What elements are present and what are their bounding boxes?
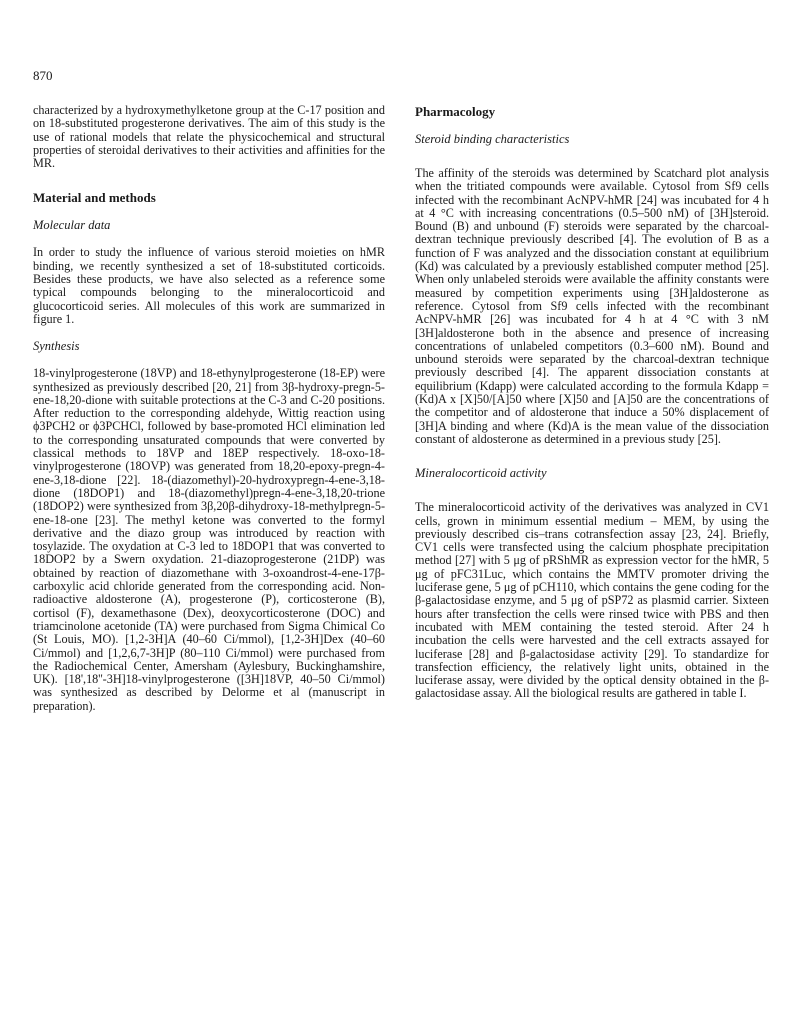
right-column	[415, 104, 769, 701]
mineralocorticoid-paragraph: The mineralocorticoid activity of the derivatives was analyzed in CV1 cells, grown in minimum essential medium – MEM, by using the previously described cis–trans cotransfection assay [23, 24]. Briefly, CV1 cells were transfected using the calcium phosphate precipitation method [27] with 5 μg of pRShMR as expression vector for the hMR, 5 μg of pFC31Luc, which contains the MMTV promoter driving the luciferase gene, 5 μg of pCH110, which contains the gene coding for the β-galactosidase enzyme, and 5 μg of pSP72 as plasmid carrier. Sixteen hours after transfection the cells were rinsed twice with PBS and then incubated with MEM containing the tested steroid. After 24 h incubation the cells were harvested and the cell extracts assayed for luciferase [28] and β-galactosidase activity [29]. To standardize for transfection efficiency, the relatively light units, obtained in the luciferase assay, were divided by the optical density obtained in the β-galactosidase assay. All the biological results are gathered in table I.	[415, 500, 769, 701]
subsection-heading-steroid-binding: Steroid binding characteristics	[415, 132, 570, 146]
section-heading-material-methods: Material and methods	[33, 190, 156, 206]
left-column	[33, 104, 385, 713]
binding-paragraph: The affinity of the steroids was determined by Scatchard plot analysis when the tritiated compounds were available. Cytosol from Sf9 cells infected with the recombinant AcNPV-hMR [24] was incubated for 4 h at 4 °C with increasing concentrations (0.5–500 nM) of [3H]steroid. Bound (B) and unbound (F) steroids were separated by the charcoal-dextran technique previously described [4]. The evolution of B as a function of F was analyzed and the dissociation constant at equilibrium (Kd) was calculated by a previously established computer method [25]. When only unlabeled steroids were available the affinity constants were measured by competition experiments using [3H]aldosterone as reference. Cytosol from Sf9 cells infected with the recombinant AcNPV-hMR [26] was incubated for 4 h at 4 °C with 3 nM [3H]aldosterone both in the absence and presence of increasing concentrations of unlabeled competitors (0.3–600 nM). Bound and unbound steroids were separated by the charcoal-dextran technique previously described [4]. The apparent dissociation constants at equilibrium (Kdapp) were calculated according to the formula Kdapp = (Kd)A x [X]50/[A]50 where [X]50 and [A]50 are the concentrations of the competitor and of aldosterone that induce a 50% displacement of [3H]A binding and where (Kd)A is the mean value of the dissociation constant of aldosterone as determined in a previous study [25].	[415, 166, 769, 446]
subsection-heading-synthesis: Synthesis	[33, 339, 80, 354]
intro-paragraph: characterized by a hydroxymethylketone group at the C-17 position and on 18-substituted progesterone derivatives. The aim of this study is the use of rational models that relate the physicochemical and structural properties of steroidal derivatives to their activities and affinities for the MR.	[33, 103, 385, 171]
section-heading-pharmacology: Pharmacology	[415, 104, 496, 119]
page-number: 870	[33, 68, 53, 83]
molecular-data-paragraph: In order to study the influence of various steroid moieties on hMR binding, we recently synthesized a set of 18-substituted corticoids. Besides these products, we have also selected as a reference some typical compounds belonging to the mineralocorticoid and glucocorticoid series. All molecules of this work are summarized in figure 1.	[33, 245, 385, 326]
synthesis-paragraph: 18-vinylprogesterone (18VP) and 18-ethynylprogesterone (18-EP) were synthesized as previously described [20, 21] from 3β-hydroxy-pregn-5-ene-18,20-dione with suitable protections at the C-3 and C-20 positions. After reduction to the corresponding aldehyde, Wittig reaction using ϕ3PCH2 or ϕ3PCHCl, followed by base-promoted HCl elimination led to the corresponding unsaturated compounds that were converted by classical methods to 18VP and 18EP respectively. 18-oxo-18-vinylprogesterone (18OVP) was generated from 18,20-epoxy-pregn-4-ene-3,18-dione [22]. 18-(diazomethyl)-20-hydroxypregn-4-ene-3,18-dione (18DOP1) and 18-(diazomethyl)pregn-4-ene-3,18,20-trione (18DOP2) were synthesized from 3β,20β-dihydroxy-18-methylpregn-5-ene-18-one [23]. The methyl ketone was converted to the formyl derivative and the diazo group was introduced by reaction with tosylazide. The oxydation at C-3 led to 18DOP1 that was converted to 18DOP2 by a Swern oxydation. 21-diazoprogesterone (21DP) was obtained by reaction of diazomethane with 3-oxoandrost-4-ene-17β-carboxylic acid chloride generated from the corresponding acid. Non-radioactive aldosterone (A), progesterone (P), corticosterone (B), cortisol (F), dexamethasone (Dex), deoxycorticosterone (DOC) and triamcinolone acetonide (TA) were purchased from Sigma Chimical Co (St Louis, MO). [1,2-3H]A (40–60 Ci/mmol), [1,2-3H]Dex (40–60 Ci/mmol) and [1,2,6,7-3H]P (80–110 Ci/mmol) were purchased from the Radiochemical Center, Amersham (Aylesbury, Buckinghamshire, UK). [18',18''-3H]18-vinylprogesterone ([3H]18VP, 40–50 Ci/mmol) was synthesized as described by Delorme et al (manuscript in preparation).	[33, 366, 385, 713]
subsection-heading-molecular-data: Molecular data	[33, 218, 111, 233]
subsection-heading-mineralocorticoid-activity: Mineralocorticoid activity	[415, 466, 547, 481]
